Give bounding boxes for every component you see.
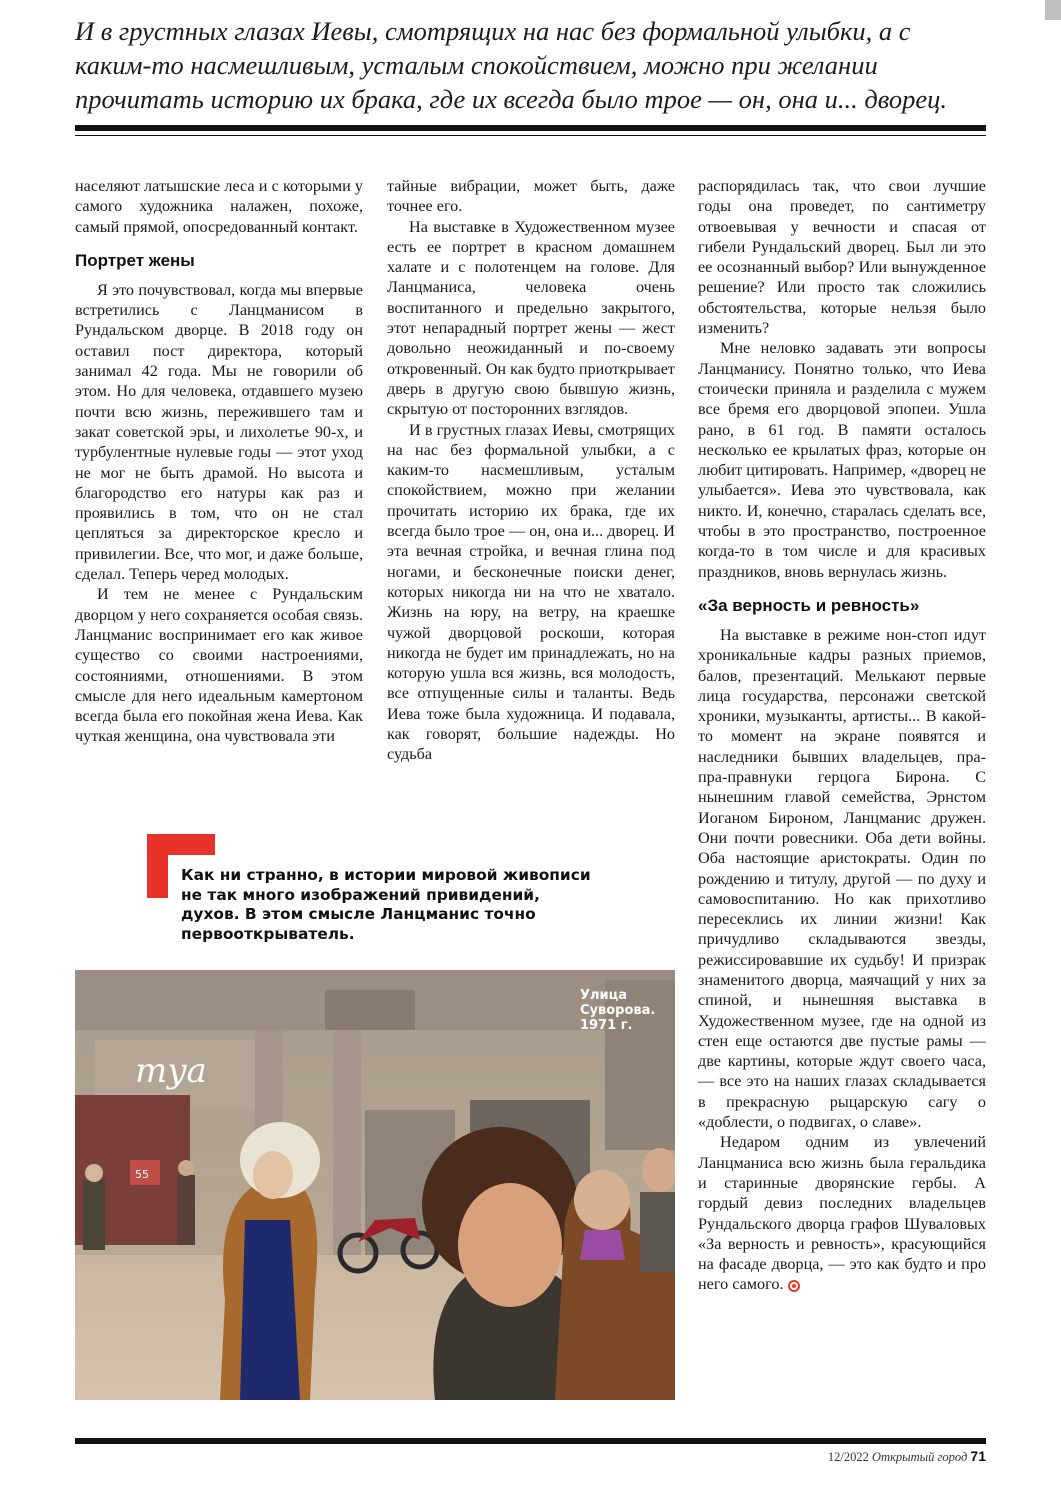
paragraph-final-text: Недаром одним из увлечений Ланцманиса всю жизнь была геральдика и старинные дворянские гербы. А гордый девиз последних владельцев Рундальского дворца графов Шуваловых «За верность и ревность», красующийся на фасаде дворца, — это как будто и про него самого. <box>698 1133 986 1294</box>
shop-window-badge: 55 <box>135 1168 149 1181</box>
paragraph: И в грустных глазах Иевы, смотрящих на нас без формальной улыбки, а с каким-то насмешливым, усталым спокойствием, можно при желании прочитать историю их брака, где их всегда было трое — он, она и... дворец. И эта вечная стройка, и вечная глина под ногами, и бесконечные поиски денег, которых никогда ни на что не хватало. Жизнь на юру, на ветру, на краешке чужой дворцовой роскоши, которая никогда не будет им принадлежать, но на которую ушла вся жизнь, вся молодость, все отпущенные силы и таланты. Ведь Иева тоже была художница. И подавала, как говорят, большие надежды. Но судьба <box>387 420 675 764</box>
paragraph: населяют латышские леса и с которыми у самого художника налажен, похоже, самый прямой, опосредованный контакт. <box>75 177 363 236</box>
paragraph: распорядилась так, что свои лучшие годы она проведет, по сантиметру отвоевывая у вечности и спасая от гибели Рундальский дворец. Был ли это ее осознанный выбор? Или вынужденное решение? Или просто так сложились обстоятельства, которые нельзя было изменить? <box>698 177 986 338</box>
article-column-1 <box>75 176 363 747</box>
painting-street-scene <box>75 970 675 1400</box>
pull-quote: Как ни странно, в истории мировой живописи не так много изображений привидений, духов. В этом смысле Ланцманис точно первооткрыватель. <box>181 866 591 943</box>
top-rule-thin <box>75 135 986 136</box>
pull-quote-bracket-vertical <box>147 834 168 898</box>
section-heading-motto: «За верность и ревность» <box>698 595 920 615</box>
painting-caption <box>580 988 665 1033</box>
bottom-rule-thick <box>75 1438 986 1444</box>
issue-number: 12/2022 <box>827 1450 869 1464</box>
magazine-name: Открытый город <box>872 1450 968 1464</box>
paragraph: Я это почувствовал, когда мы впервые встретились с Ланцманисом в Рундальском дворце. В 2018 году он оставил пост директора, который занимал 42 года. Мы не говорили об этом. Но для человека, отдавшего музею почти всю жизнь, пережившего там и закат советской эры, и лихолетье 90-х, и турбулентные нулевые годы — этот уход не мог не быть драмой. Но высота и благородство его натуры как раз и проявились в том, что он не стал цепляться за директорское кресло и привилегии. Все, что мог, и даже больше, сделал. Теперь черед молодых. <box>75 280 363 584</box>
top-rule-thick <box>75 125 986 131</box>
paragraph: тайные вибрации, может быть, даже точнее его. <box>387 177 675 216</box>
paragraph: На выставке в режиме нон-стоп идут хроникальные кадры разных приемов, балов, презентаций. Мелькают первые лица государства, персонажи светской хроники, музыканты, артисты... В какой-то момент на экране появятся и наследники бывших владельцев, пра-пра-правнуки герцога Бирона. С нынешним главой семейства, Эрнстом Иоганом Бироном, Ланцманис дружен. Они почти ровесники. Оба дети войны. Оба настоящие аристократы. Один по рождению и титулу, другой — по духу и самовоспитанию. Но как прихотливо пересеклись их линии жизни! Как причудливо складываются звезды, режиссировавшие их судьбу! И призрак знаменитого дворца, маячащий у них за спиной, и нынешняя выставка в Художественном музее, где на одной из стен еще остаются две пустые рамы — две картины, которые ждут своего часа, — все это на наших глазах складывается в прекрасную рыцарскую сагу о «доблести, о подвигах, о славе». <box>698 625 986 1132</box>
paragraph-final <box>698 1132 986 1294</box>
paragraph: И тем не менее с Рундальским дворцом у него сохраняется особая связь. Ланцманис воспринимает его как живое существо со своими настроениями, состояниями, отношениями. В этом смысле для него идеальным камертоном всегда была его покойная жена Иева. Как чуткая женщина, она чувствовала эти <box>75 585 363 746</box>
page-footer <box>828 1448 986 1465</box>
article-column-2 <box>387 176 675 765</box>
page-edge-mark <box>1045 0 1061 20</box>
section-heading-wife-portrait: Портрет жены <box>75 250 195 270</box>
article-column-3 <box>698 176 986 1295</box>
caption-line-1: Улица <box>580 988 628 1003</box>
page-number: 71 <box>970 1448 986 1464</box>
caption-line-2: Суворова. <box>580 1003 656 1018</box>
shop-sign-text: mya <box>135 1051 207 1091</box>
paragraph: Мне неловко задавать эти вопросы Ланцманису. Понятно только, что Иева стоически приняла и разделила с мужем все бремя его дворцовой эпопеи. Ушла рано, в 61 год. В памяти осталось несколько ее крылатых фраз, которые он любит цитировать. Например, «дворец не улыбается». Иева это чувствовала, как никто. И, конечно, старалась сделать все, чтобы в это пространство, построенное когда-то в том числе и для красивых праздников, вновь вернулась жизнь. <box>698 339 986 581</box>
top-pull-quote: И в грустных глазах Иевы, смотрящих на нас без формальной улыбки, а с каким-то насмешливым, усталым спокойствием, можно при желании прочитать историю их брака, где их всегда было трое — он, она и... дворец. <box>75 16 948 114</box>
caption-line-3: 1971 г. <box>580 1018 633 1033</box>
end-of-article-icon <box>788 1280 800 1292</box>
painting-image <box>75 970 675 1400</box>
paragraph: На выставке в Художественном музее есть ее портрет в красном домашнем халате и с полотенцем на голове. Для Ланцманиса, человека очень воспитанного и предельно закрытого, этот непарадный портрет жены — жест довольно неожиданный и по-своему откровенный. Он как будто приоткрывает дверь в другую свою бывшую жизнь, скрытую от посторонних взглядов. <box>387 217 675 419</box>
